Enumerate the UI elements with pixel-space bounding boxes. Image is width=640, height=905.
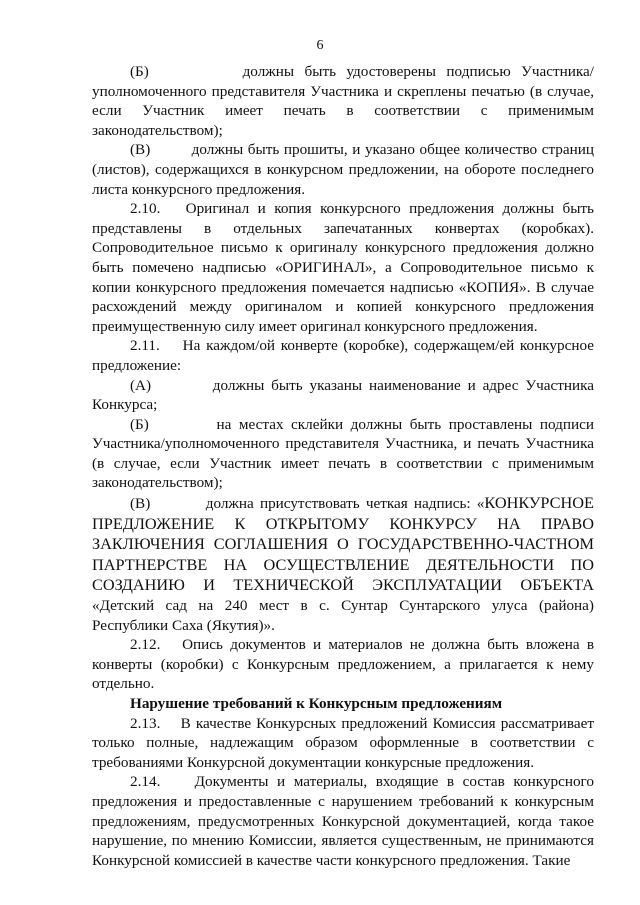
paragraph-a-name-address: (А) должны быть указаны наименование и адрес Участника Конкурса;: [92, 376, 594, 414]
inscription-lead: (В) должна присутствовать четкая надпись: «: [130, 495, 485, 513]
paragraph-v-stitching: (В) должны быть прошиты, и указано общее количество страниц (листов), содержащихся в конкурсном предложении, на обороте последнего листа конкурсного предложения.: [92, 141, 594, 198]
paragraph-2-10: 2.10. Оригинал и копия конкурсного предложения должны быть представлены в отдельных запечатанных конвертах (коробках). Сопроводительное письмо к оригиналу конкурсного предложения должно быть помечено надписью «ОРИГИНАЛ», а Сопроводительное письмо к копии конкурсного предложения помечается надписью «КОПИЯ». В случае расхождений между оригиналом и копией конкурсного предложения преимущественную силу имеет оригинал конкурсного предложения.: [92, 200, 594, 335]
paragraph-b-signatures: (Б) на местах склейки должны быть проставлены подписи Участника/уполномоченного представителя Участника, и печать Участника (в случае, если Участник имеет печать в соответствии с применимым законодательством);: [92, 415, 594, 492]
paragraph-v-inscription: [92, 493, 594, 635]
page-number: 6: [316, 38, 324, 53]
paragraph-2-12: 2.12. Опись документов и материалов не должна быть вложена в конверты (коробки) с Конкурсным предложением, а прилагается к нему отдельно.: [92, 636, 594, 693]
document-body: [92, 62, 594, 870]
paragraph-2-14: 2.14. Документы и материалы, входящие в состав конкурсного предложения и предоставленные с нарушением требований к конкурсным предложениям, предусмотренных Конкурсной документацией, когда такое нарушение, по мнению Комиссии, является существенным, не принимаются Конкурсной комиссией в качестве части конкурсного предложения. Такие: [92, 773, 594, 869]
section-heading: Нарушение требований к Конкурсным предложениям: [130, 695, 503, 712]
paragraph-b-certification: (Б) должны быть удостоверены подписью Участника/уполномоченного представителя Участника и скреплены печатью (в случае, если Участник имеет печать в соответствии с применимым законодательством);: [92, 63, 594, 139]
inscription-caps: КОНКУРСНОЕ ПРЕДЛОЖЕНИЕ К ОТКРЫТОМУ КОНКУРСУ НА ПРАВО ЗАКЛЮЧЕНИЯ СОГЛАШЕНИЯ О ГОСУДАРСТВЕННО-ЧАСТНОМ ПАРТНЕРСТВЕ НА ОСУЩЕСТВЛЕНИЕ ДЕЯТЕЛЬНОСТИ ПО СОЗДАНИЮ И ТЕХНИЧЕСКОЙ ЭКСПЛУАТАЦИИ ОБЪЕКТА: [92, 493, 594, 595]
paragraph-2-13: 2.13. В качестве Конкурсных предложений Комиссия рассматривает только полные, надлежащим образом оформленные в соответствии с требованиями Конкурсной документации конкурсные предложения.: [92, 714, 594, 771]
inscription-tail: «Детский сад на 240 мест в с. Сунтар Сунтарского улуса (района) Республики Саха (Якутия)».: [92, 597, 594, 634]
paragraph-2-11: 2.11. На каждом/ой конверте (коробке), содержащем/ей конкурсное предложение:: [92, 337, 594, 374]
